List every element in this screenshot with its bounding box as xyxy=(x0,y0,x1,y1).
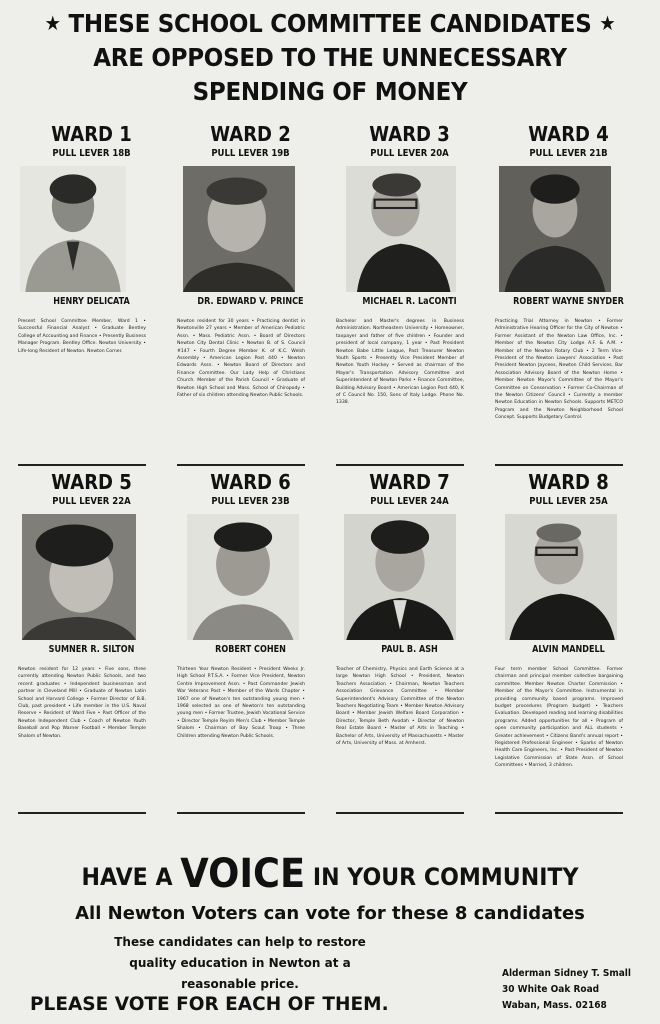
candidate-bio: Newton resident for 12 years • Five sons, three currently attending Newton Public Schools, and two recent graduates • Independent businessman and partner in Cleveland Mill • Graduate of Newton Latin School and Harvard College • Former Director of B.B. Club, past president • Life member in the U.S. Naval Reserve • Resident of Ward Five • Past Officer of the Newton Independent Club • Coach of Newton Youth Baseball and Pop Warner Football • Member Temple Shalom of Newton. xyxy=(18,667,146,739)
candidate-name: DR. EDWARD V. PRINCE xyxy=(197,296,304,307)
voice-word: VOICE xyxy=(180,851,306,897)
candidate-card xyxy=(330,122,489,470)
lever-label: PULL LEVER 18B xyxy=(52,148,131,159)
headline xyxy=(26,6,633,109)
restore-line-3: reasonable price. xyxy=(181,977,299,991)
lever-label: PULL LEVER 23B xyxy=(211,496,290,507)
sponsor-block xyxy=(502,966,637,1014)
sponsor-city: Waban, Mass. 02168 xyxy=(502,1000,607,1011)
ward-label: WARD 5 xyxy=(51,470,132,494)
lever-label: PULL LEVER 25A xyxy=(529,496,608,507)
candidate-bio: Four term member School Committee. Former chairman and principal member collective bargaining committee. Member Newton Charter Commission • Member of the Mayor's Committee. Instrumental in providing community based programs. Improved budget procedures (Program budget) • Teachers Evaluation. Developed reading and learning disabilities programs. Added opportunities for all • Program of open community participation and ALL students • Greater achievement • Citizens Band's annual report • Registered Professional Engineer • Sparks of Newton Health Care Engineers, Inc. • Past President of Newton Legislative Commission of State Assn. of School Committees • Married, 3 children. xyxy=(495,667,623,769)
candidate-row-2 xyxy=(12,470,648,818)
voters-line: All Newton Voters can vote for these 8 candidates xyxy=(75,903,585,924)
candidate-bio: Present School Committee Member, Ward 1 • Successful Financial Analyst • Graduate Bentley College of Accounting and Finance • Presently Business Manager Program. Bentley Office. Newton University • Life-long Resident of Newton. Newton Corner. xyxy=(18,319,146,354)
headline-line-2: ARE OPPOSED TO THE UNNECESSARY xyxy=(93,43,567,72)
ward-label: WARD 2 xyxy=(210,122,291,146)
candidate-card xyxy=(330,470,489,818)
candidate-name: HENRY DELICATA xyxy=(53,296,130,307)
headline-line-3: SPENDING OF MONEY xyxy=(192,77,468,106)
sponsor-street: 30 White Oak Road xyxy=(502,984,600,995)
divider xyxy=(336,464,464,466)
candidate-photo xyxy=(22,514,136,640)
candidate-bio: Newton resident for 30 years • Practicing dentist in Newtonville 27 years • Member of American Pediatric Assn. • Mass. Pediatric Assn. • Board of Directors Newton City Dental Clinic • Newton B. of S. Council #147 • Fourth Degree Member K. of K.C. Welsh Assembly • American Legion Post 440 • Newton Edwards Assn. • Newton Board of Directors and Finance Committee. Our Lady Help of Christians Church. Member of the Parish Council • Graduate of Newton High School and Mass. School of Chiropody • Father of six children attending Newton Public Schools. xyxy=(177,319,305,399)
candidate-bio: Practicing Trial Attorney in Newton • Former Administrative Hearing Officer for the City of Newton • Former Assistant of the Newton Law Office, Inc. • Member of the Newton City Lodge A.F. & A.M. • Member of the Newton Rotary Club • 2 Term Vice-President of the Newton Lawyers' Association • Past President Newton Jaycees, Newton Child Services. Bar Association Advisory Board of the Newton Home • Member Newton Mayor's Committee of the Mayor's Committee on Conservation • Former Co-Chairman of the Newton Citizens' Council • Currently a member Newton Education in Newton Schools. Supports METCO Program and the Newton Neighborhood School Concept. Supports Budgetary Control. xyxy=(495,319,623,421)
candidate-name: ROBERT WAYNE SNYDER xyxy=(513,296,624,307)
candidate-photo xyxy=(346,166,456,292)
ward-label: WARD 6 xyxy=(210,470,291,494)
candidate-name: PAUL B. ASH xyxy=(381,644,438,655)
candidate-card xyxy=(12,470,171,818)
candidate-name: ALVIN MANDELL xyxy=(532,644,605,655)
candidate-card xyxy=(489,122,648,470)
lever-label: PULL LEVER 19B xyxy=(211,148,290,159)
lever-label: PULL LEVER 21B xyxy=(529,148,608,159)
please-vote: PLEASE VOTE FOR EACH OF THEM. xyxy=(30,994,389,1015)
divider xyxy=(177,812,305,814)
candidate-photo xyxy=(187,514,299,640)
voice-pre: HAVE A xyxy=(81,863,173,891)
candidate-photo xyxy=(183,166,295,292)
candidate-bio: Teacher of Chemistry, Physics and Earth Science at a large Newton High School • President, Newton Teachers Association • Chairman, Newton Teachers Association Grievance Committee • Member Superintendent's Advisory Committee of the Newton Teachers Negotiating Team • Member Newton Advisory Board • Member Jewish Welfare Board Corporation • Director, Temple Beth Avodah • Director of Newton Real Estate Board • Master of Arts in Teaching • Bachelor of Arts, University of Massachusetts • Master of Arts, University of Mass. at Amherst. xyxy=(336,667,464,747)
candidate-grid xyxy=(12,122,648,818)
candidate-name: ROBERT COHEN xyxy=(215,644,286,655)
restore-message xyxy=(100,932,380,995)
ward-label: WARD 8 xyxy=(528,470,609,494)
divider xyxy=(495,464,623,466)
candidate-photo xyxy=(499,166,611,292)
divider xyxy=(495,812,623,814)
candidate-card xyxy=(171,122,330,470)
ward-label: WARD 4 xyxy=(528,122,609,146)
voice-post: IN YOUR COMMUNITY xyxy=(312,863,579,891)
candidate-bio: Bachelor and Master's degrees in Business Administration. Northeastern University • Homeowner, taxpayer and father of five children • Founder and president of local company, 1 year • Past President Newton Babe Little League, Past Treasurer Newton Youth Sports • Presently Vice President Member of Newton Youth Hockey • Served as chairman of the Mayor's Transportation Advisory Committee and Superintendent of Newton Parks • Finance Committee, Building Advisory Board • American Legion Post 440, K of C Council No. 150, Sons of Italy Lodge. Phone No. 1338. xyxy=(336,319,464,406)
star-icon: ★ xyxy=(599,11,616,35)
headline-line-1-text: THESE SCHOOL COMMITTEE CANDIDATES xyxy=(68,9,592,38)
headline-line-1 xyxy=(26,6,633,41)
candidate-name: MICHAEL R. LaCONTI xyxy=(362,296,457,307)
candidate-photo xyxy=(344,514,456,640)
lever-label: PULL LEVER 22A xyxy=(52,496,131,507)
divider xyxy=(18,812,146,814)
ward-label: WARD 7 xyxy=(369,470,450,494)
sponsor-name: Alderman Sidney T. Small xyxy=(502,968,631,979)
divider xyxy=(177,464,305,466)
candidate-card xyxy=(489,470,648,818)
lever-label: PULL LEVER 24A xyxy=(370,496,449,507)
candidate-bio: Thirteen Year Newton Resident • President Weeks Jr. High School P.T.S.A. • Former Vice President, Newton Centre Improvement Assn. • Past Commander Jewish War Veterans Post • Member of the Wards Chapter • 1967 one of Newton's ten outstanding young men • 1968 selected as one of Newton's ten outstanding young men • Former Trustee, Jewish Vocational Service • Director Temple Reyim Men's Club • Member Temple Shalom • Chairman of Boy Scout Troop • Three Children attending Newton Public Schools. xyxy=(177,667,305,739)
candidate-row-1 xyxy=(12,122,648,470)
ward-label: WARD 1 xyxy=(51,122,132,146)
candidate-photo xyxy=(20,166,126,292)
lever-label: PULL LEVER 20A xyxy=(370,148,449,159)
candidate-photo xyxy=(505,514,617,640)
divider xyxy=(336,812,464,814)
star-icon: ★ xyxy=(44,11,61,35)
restore-line-1: These candidates can help to restore xyxy=(114,935,366,949)
restore-line-2: quality education in Newton at a xyxy=(129,956,351,970)
candidate-name: SUMNER R. SILTON xyxy=(48,644,135,655)
ward-label: WARD 3 xyxy=(369,122,450,146)
voice-slogan xyxy=(26,852,633,899)
candidate-card xyxy=(171,470,330,818)
divider xyxy=(18,464,146,466)
candidate-card xyxy=(12,122,171,470)
